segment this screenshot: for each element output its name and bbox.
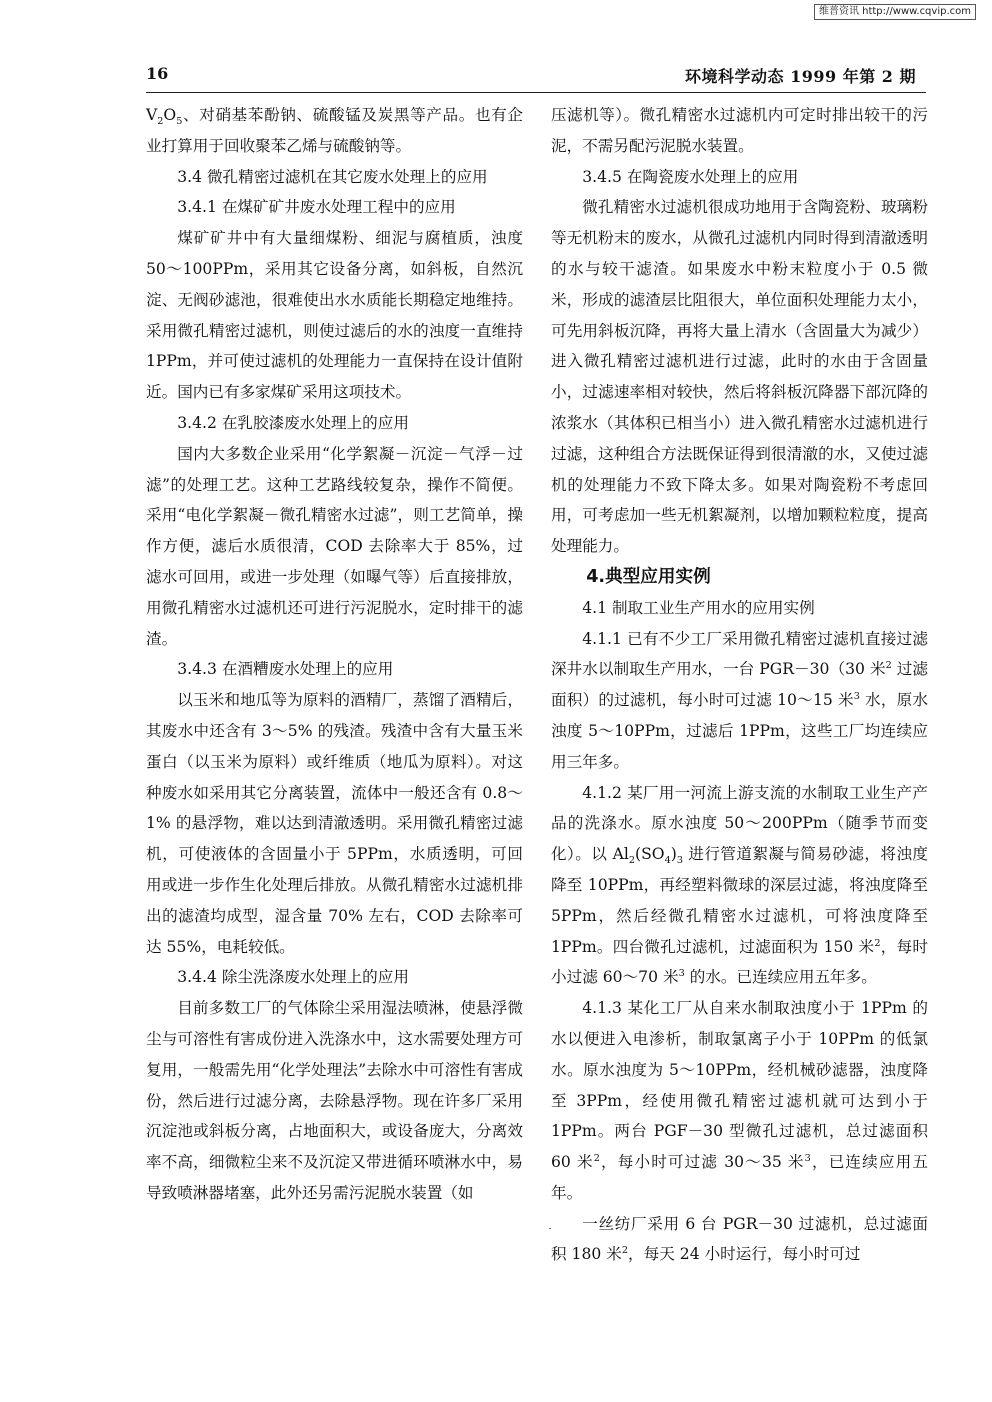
section-heading-3-4-3: 3.4.3 在酒糟废水处理上的应用 — [177, 660, 394, 679]
paragraph-continued-right: 压滤机等）。微孔精密水过滤机内可定时排出较干的污泥，不需另配污泥脱水装置。 — [551, 106, 928, 155]
paragraph-4-1-3: 4.1.3 某化工厂从自来水制取浊度小于 1PPm 的水以便进入电渗析，制取氯离子小于 10PPm 的低氯水。原水浊度为 5～10PPm，经机械砂滤器，浊度降至 3PPm，经使用微孔精密过滤机就可达到小于 1PPm。两台 PGF－30 型微孔过滤机，总过滤面积 60 米$^2$，每小时可过滤 30～35 米$^3$，已连续应用五年。 — [551, 999, 928, 1202]
paragraph-4-1-2: 4.1.2 某厂用一河流上游支流的水制取工业生产产品的洗涤水。原水浊度 50～200PPm（随季节而变化）。以 $Al_2(SO_4)_3$ 进行管道絮凝与简易砂滤，将浊度降至 10PPm，再经塑料微球的深层过滤，将浊度降至 5PPm，然后经微孔精密水过滤机，可将浊度降至 1PPm。四台微孔过滤机，过滤面积为 150 米$^2$，每时小过滤 60～70 米$^3$ 的水。已连续应用五年多。 — [551, 783, 928, 987]
paragraph-silk-mill: 一丝纺厂采用 6 台 PGR－30 过滤机，总过滤面积 180 米$^2$，每天 24 小时运行，每小时可过 — [551, 1214, 928, 1264]
section-heading-4: 4.典型应用实例 — [586, 566, 711, 587]
paragraph-dust-scrubbing: 目前多数工厂的气体除尘采用湿法喷淋，使悬浮微尘与可溶性有害成份进入洗涤水中，这水需要处理方可复用，一般需先用“化学处理法”去除水中可溶性有害成份，然后进行过滤分离，去除悬浮物。现在许多厂采用沉淀池或斜板分离，占地面积大，或设备庞大，分离效率不高，细微粒尘来不及沉淀又带进循环喷淋水中，易导致喷淋器堵塞，此外还另需污泥脱水装置（如 — [146, 999, 523, 1202]
section-heading-3-4: 3.4 微孔精密过滤机在其它废水处理上的应用 — [177, 167, 488, 186]
paragraph-4-1-1: 4.1.1 已有不少工厂采用微孔精密过滤机直接过滤深井水以制取生产用水，一台 PGR－30（30 米$^2$ 过滤面积）的过滤机，每小时可过滤 10～15 米$^3$ 水，原水浊度 5～10PPm，过滤后 1PPm，这些工厂均连续应用三年多。 — [551, 629, 928, 771]
section-heading-3-4-2: 3.4.2 在乳胶漆废水处理上的应用 — [177, 413, 409, 432]
section-heading-4-1: 4.1 制取工业生产用水的应用实例 — [582, 598, 815, 617]
section-heading-3-4-5: 3.4.5 在陶瓷废水处理上的应用 — [582, 167, 799, 186]
watermark-banner: 维普资讯 http://www.cqvip.com — [814, 4, 976, 20]
section-heading-3-4-4: 3.4.4 除尘洗涤废水处理上的应用 — [177, 968, 409, 987]
right-column — [551, 100, 928, 1270]
section-heading-3-4-1: 3.4.1 在煤矿矿井废水处理工程中的应用 — [177, 198, 456, 217]
paragraph-latex-paint: 国内大多数企业采用“化学絮凝－沉淀－气浮－过滤”的处理工艺。这种工艺路线较复杂，操作不简便。采用“电化学絮凝－微孔精密水过滤”，则工艺简单，操作方便，滤后水质很清，COD 去除率大于 85%，过滤水可回用，或进一步处理（如曝气等）后直接排放，用微孔精密水过滤机还可进行污泥脱水，定时排干的滤渣。 — [146, 444, 523, 648]
paragraph-ceramics: 微孔精密水过滤机很成功地用于含陶瓷粉、玻璃粉等无机粉末的废水，从微孔过滤机内同时得到清澈透明的水与较干滤渣。如果废水中粉末粒度小于 0.5 微米，形成的滤渣层比阻很大，单位面积处理能力太小，可先用斜板沉降，再将大量上清水（含固量大为减少）进入微孔精密过滤机进行过滤，此时的水由于含固量小，过滤速率相对较快，然后将斜板沉降器下部沉降的浓浆水（其体积已相当小）进入微孔精密水过滤机进行过滤，这种组合方法既保证得到很清澈的水，又使过滤机的处理能力不致下降太多。如果对陶瓷粉不考虑回用，可考虑加一些无机絮凝剂，以增加颗粒粒度，提高处理能力。 — [551, 198, 928, 556]
paragraph-distillery: 以玉米和地瓜等为原料的酒精厂，蒸馏了酒精后，其废水中还含有 3～5% 的残渣。残渣中含有大量玉米蛋白（以玉米为原料）或纤维质（地瓜为原料）。对这种废水如采用其它分离装置，流体中一般还含有 0.8～1% 的悬浮物，难以达到清澈透明。采用微孔精密过滤机，可使液体的含固量小于 5PPm，水质透明，可回用或进一步作生化处理后排放。从微孔精密水过滤机排出的滤渣均成型，湿含量 70% 左右，COD 去除率可达 55%，电耗较低。 — [146, 691, 523, 956]
header-rule — [146, 92, 926, 93]
journal-header: 环境科学动态 1999 年第 2 期 — [685, 67, 916, 86]
paragraph-continued: $V_2O_5$、对硝基苯酚钠、硫酸锰及炭黑等产品。也有企业打算用于回收聚苯乙烯与硫酸钠等。 — [146, 106, 523, 155]
page-number: 16 — [146, 64, 169, 83]
paragraph-coal-mine: 煤矿矿井中有大量细煤粉、细泥与腐植质，浊度 50～100PPm，采用其它设备分离，如斜板，自然沉淀、无阀砂滤池，很难使出水水质能长期稳定地维持。采用微孔精密过滤机，则使过滤后的水的浊度一直维持 1PPm，并可使过滤机的处理能力一直保持在设计值附近。国内已有多家煤矿采用这项技术。 — [146, 229, 523, 402]
scan-speck — [549, 1228, 551, 1229]
left-column — [146, 100, 523, 1209]
